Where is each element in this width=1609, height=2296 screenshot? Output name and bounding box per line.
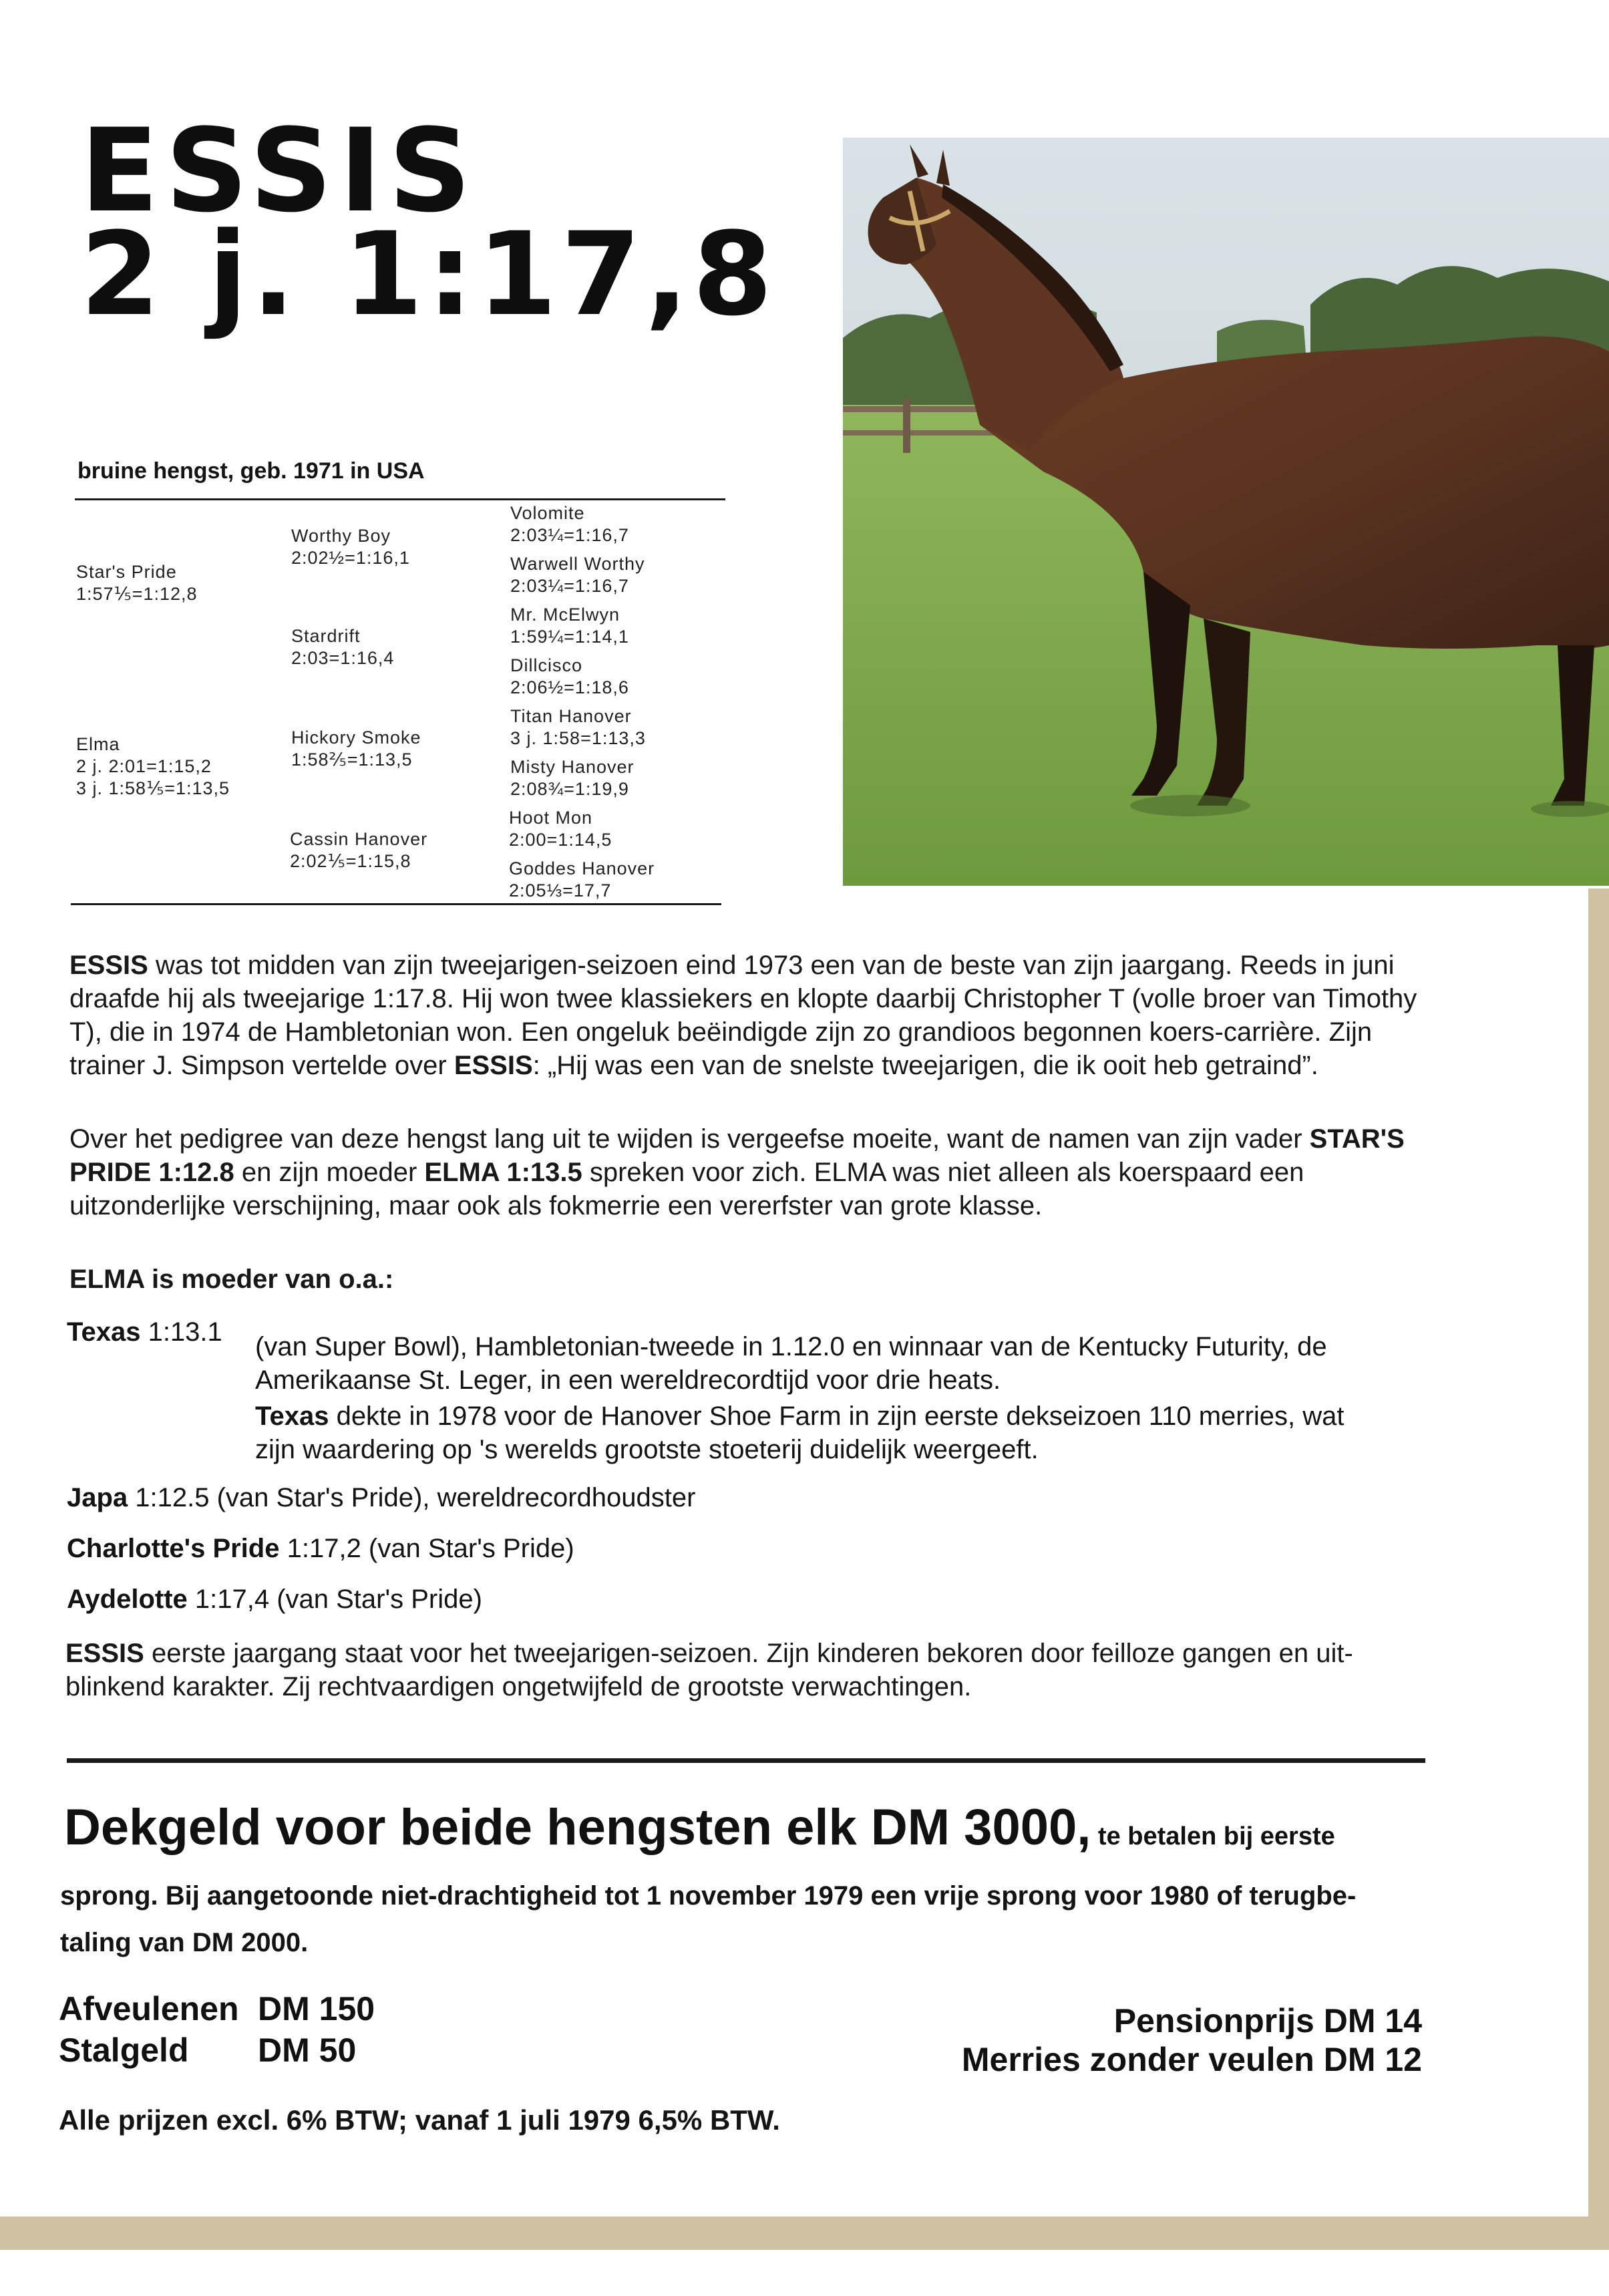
page-frame-right	[1588, 888, 1609, 2250]
gen2-name: Cassin Hanover	[290, 829, 428, 849]
gen3-name: Volomite	[510, 503, 585, 523]
stud-fee-terms: sprong. Bij aangetoonde niet-drachtigheid tot 1 november 1979 een vrije sprong voor 1980 of terugbe-	[60, 1881, 1357, 1911]
stud-fee-headline	[64, 1798, 1335, 1856]
pedigree-gen3-item	[510, 705, 646, 750]
pedigree-paragraph	[69, 1122, 1445, 1222]
pedigree-gen3-item	[509, 858, 655, 902]
closing-text: eerste jaargang staat voor het tweejarigen-seizoen. Zijn kinderen bekoren door feilloze gangen en uit-blinkend karakter. Zij rechtvaardigen ongetwijfeld de grootste verwachtingen.	[65, 1639, 1353, 1701]
horse-name-title: ESSIS	[80, 104, 478, 238]
pedigree-gen2-item	[291, 525, 410, 569]
pedigree-text-1: Over het pedigree van deze hengst lang uit te wijden is vergeefse moeite, want de namen van zijn vader	[69, 1124, 1310, 1154]
japa-detail: 1:12.5 (van Star's Pride), wereldrecordhoudster	[128, 1483, 696, 1512]
texas-detail-line: Amerikaanse St. Leger, in een wereldrecordtijd voor drie heats.	[255, 1365, 1001, 1395]
stud-fee-refund: taling van DM 2000.	[60, 1928, 309, 1957]
gen3-name: Dillcisco	[510, 655, 583, 675]
gen3-time: 2:00=1:14,5	[509, 830, 612, 850]
japa-name: Japa	[67, 1483, 128, 1512]
texas-detail-line	[255, 1399, 1345, 1434]
essis-name: ESSIS	[65, 1639, 144, 1668]
texas-detail-line: zijn waardering op 's werelds grootste stoeterij duidelijk weergeeft.	[255, 1435, 1039, 1464]
page-frame-bottom	[0, 2217, 1609, 2250]
mare-without-foal-price: Merries zonder veulen DM 12	[961, 2041, 1422, 2078]
pedigree-gen2-item	[290, 828, 427, 872]
charlotte-detail: 1:17,2 (van Star's Pride)	[279, 1534, 574, 1563]
intro-text-1: was tot midden van zijn tweejarigen-seizoen eind 1973 een van de beste van zijn jaargang. Reeds in juni draafde hij als tweejarige 1:17.8. Hij won twee klassiekers en klopte daarbij Christopher T (volle broer van Timothy T), die in 1974 de Hambletonian won. Een ongeluk beëindigde zijn zo grandioos begonnen koers-carrière. Zijn trainer J. Simpson vertelde over	[69, 951, 1417, 1080]
texas-detail-line: (van Super Bowl), Hambletonian-tweede in 1.12.0 en winnaar van de Kentucky Futurity, de	[255, 1332, 1327, 1361]
essis-name: ESSIS	[69, 951, 148, 980]
dam-highlight: ELMA 1:13.5	[424, 1158, 582, 1187]
offspring-aydelotte	[67, 1582, 482, 1617]
gen3-name: Goddes Hanover	[509, 858, 655, 878]
aydelotte-detail: 1:17,4 (van Star's Pride)	[187, 1585, 482, 1614]
pedigree-sire	[76, 561, 198, 605]
texas-detail-text: dekte in 1978 voor de Hanover Shoe Farm in zijn eerste dekseizoen 110 merries, wat	[329, 1402, 1345, 1431]
dam-time-3yo: 3 j. 1:58⅕=1:13,5	[76, 778, 230, 798]
dam-name: Elma	[76, 734, 120, 754]
gen3-time: 2:05⅓=17,7	[509, 880, 612, 900]
gen3-time: 1:59¼=1:14,1	[510, 627, 629, 647]
offspring-charlotte	[67, 1531, 574, 1566]
gen2-name: Worthy Boy	[291, 526, 391, 546]
pedigree-top-rule	[75, 498, 725, 500]
gen2-time: 1:58⅖=1:13,5	[291, 750, 413, 770]
gen2-name: Stardrift	[291, 626, 361, 646]
fees-divider	[67, 1758, 1425, 1763]
gen3-name: Hoot Mon	[509, 808, 593, 828]
gen2-time: 2:03=1:16,4	[291, 648, 395, 668]
pedigree-gen2-item	[291, 625, 394, 669]
gen3-time: 2:03¼=1:16,7	[510, 525, 629, 545]
offspring-heading: ELMA is moeder van o.a.:	[69, 1265, 394, 1294]
gen3-name: Warwell Worthy	[510, 554, 645, 574]
stalgeld-price: DM 50	[258, 2031, 357, 2069]
texas-name: Texas	[67, 1317, 141, 1347]
essis-name: ESSIS	[454, 1051, 533, 1080]
stalgeld-label: Stalgeld	[59, 2031, 189, 2069]
intro-text-2: : „Hij was een van de snelste tweejarigen, die ik ooit heb getraind”.	[532, 1051, 1318, 1080]
pedigree-gen3-item	[509, 807, 612, 851]
pedigree-gen3-item	[510, 502, 629, 546]
gen3-time: 2:08¾=1:19,9	[510, 779, 629, 799]
texas-name: Texas	[255, 1402, 329, 1431]
afveulenen-label: Afveulenen	[59, 1990, 239, 2027]
pedigree-gen3-item	[510, 553, 645, 597]
gen2-name: Hickory Smoke	[291, 727, 421, 748]
gen3-time: 2:06½=1:18,6	[510, 677, 629, 697]
gen3-time: 2:03¼=1:16,7	[510, 576, 629, 596]
stud-fee-tail: te betalen bij eerste	[1091, 1822, 1335, 1850]
pedigree-text-2: en zijn moeder	[234, 1158, 425, 1187]
pedigree-gen3-item	[510, 756, 635, 800]
closing-paragraph	[65, 1637, 1435, 1703]
pedigree-gen3-item	[510, 655, 629, 699]
stud-fee-amount: Dekgeld voor beide hengsten elk DM 3000,	[64, 1799, 1091, 1856]
pedigree-text-3: spreken voor zich. ELMA was niet alleen als koerspaard een uitzonderlijke verschijning, maar ook als fokmerrie een vererfster van grote klasse.	[69, 1158, 1304, 1220]
pedigree-gen3-item	[510, 604, 629, 648]
gen3-name: Titan Hanover	[510, 706, 632, 726]
sire-highlight: STAR'S PRIDE 1:12.8	[69, 1124, 1405, 1187]
vat-note: Alle prijzen excl. 6% BTW; vanaf 1 juli 1979 6,5% BTW.	[59, 2104, 780, 2136]
afveulenen-price: DM 150	[258, 1990, 375, 2027]
texas-time: 1:13.1	[140, 1317, 222, 1347]
dam-time-2yo: 2 j. 2:01=1:15,2	[76, 756, 212, 776]
pedigree-bottom-rule	[71, 903, 721, 905]
sire-name: Star's Pride	[76, 562, 177, 582]
gen2-time: 2:02⅕=1:15,8	[290, 851, 411, 871]
intro-paragraph	[69, 949, 1445, 1082]
sire-time: 1:57⅕=1:12,8	[76, 584, 198, 604]
record-time-title: 2 j. 1:17,8	[80, 207, 777, 341]
offspring-japa	[67, 1480, 695, 1515]
gen2-time: 2:02½=1:16,1	[291, 548, 410, 568]
offspring-texas	[67, 1315, 222, 1349]
gen3-name: Mr. McElwyn	[510, 605, 620, 625]
charlotte-name: Charlotte's Pride	[67, 1534, 280, 1563]
aydelotte-name: Aydelotte	[67, 1585, 188, 1614]
gen3-time: 3 j. 1:58=1:13,3	[510, 728, 646, 748]
pedigree-gen2-item	[291, 727, 421, 771]
pension-price: Pensionprijs DM 14	[1113, 2002, 1422, 2039]
horse-photo	[843, 138, 1609, 886]
horse-description: bruine hengst, geb. 1971 in USA	[77, 458, 425, 484]
gen3-name: Misty Hanover	[510, 757, 635, 777]
pedigree-dam	[76, 733, 230, 800]
